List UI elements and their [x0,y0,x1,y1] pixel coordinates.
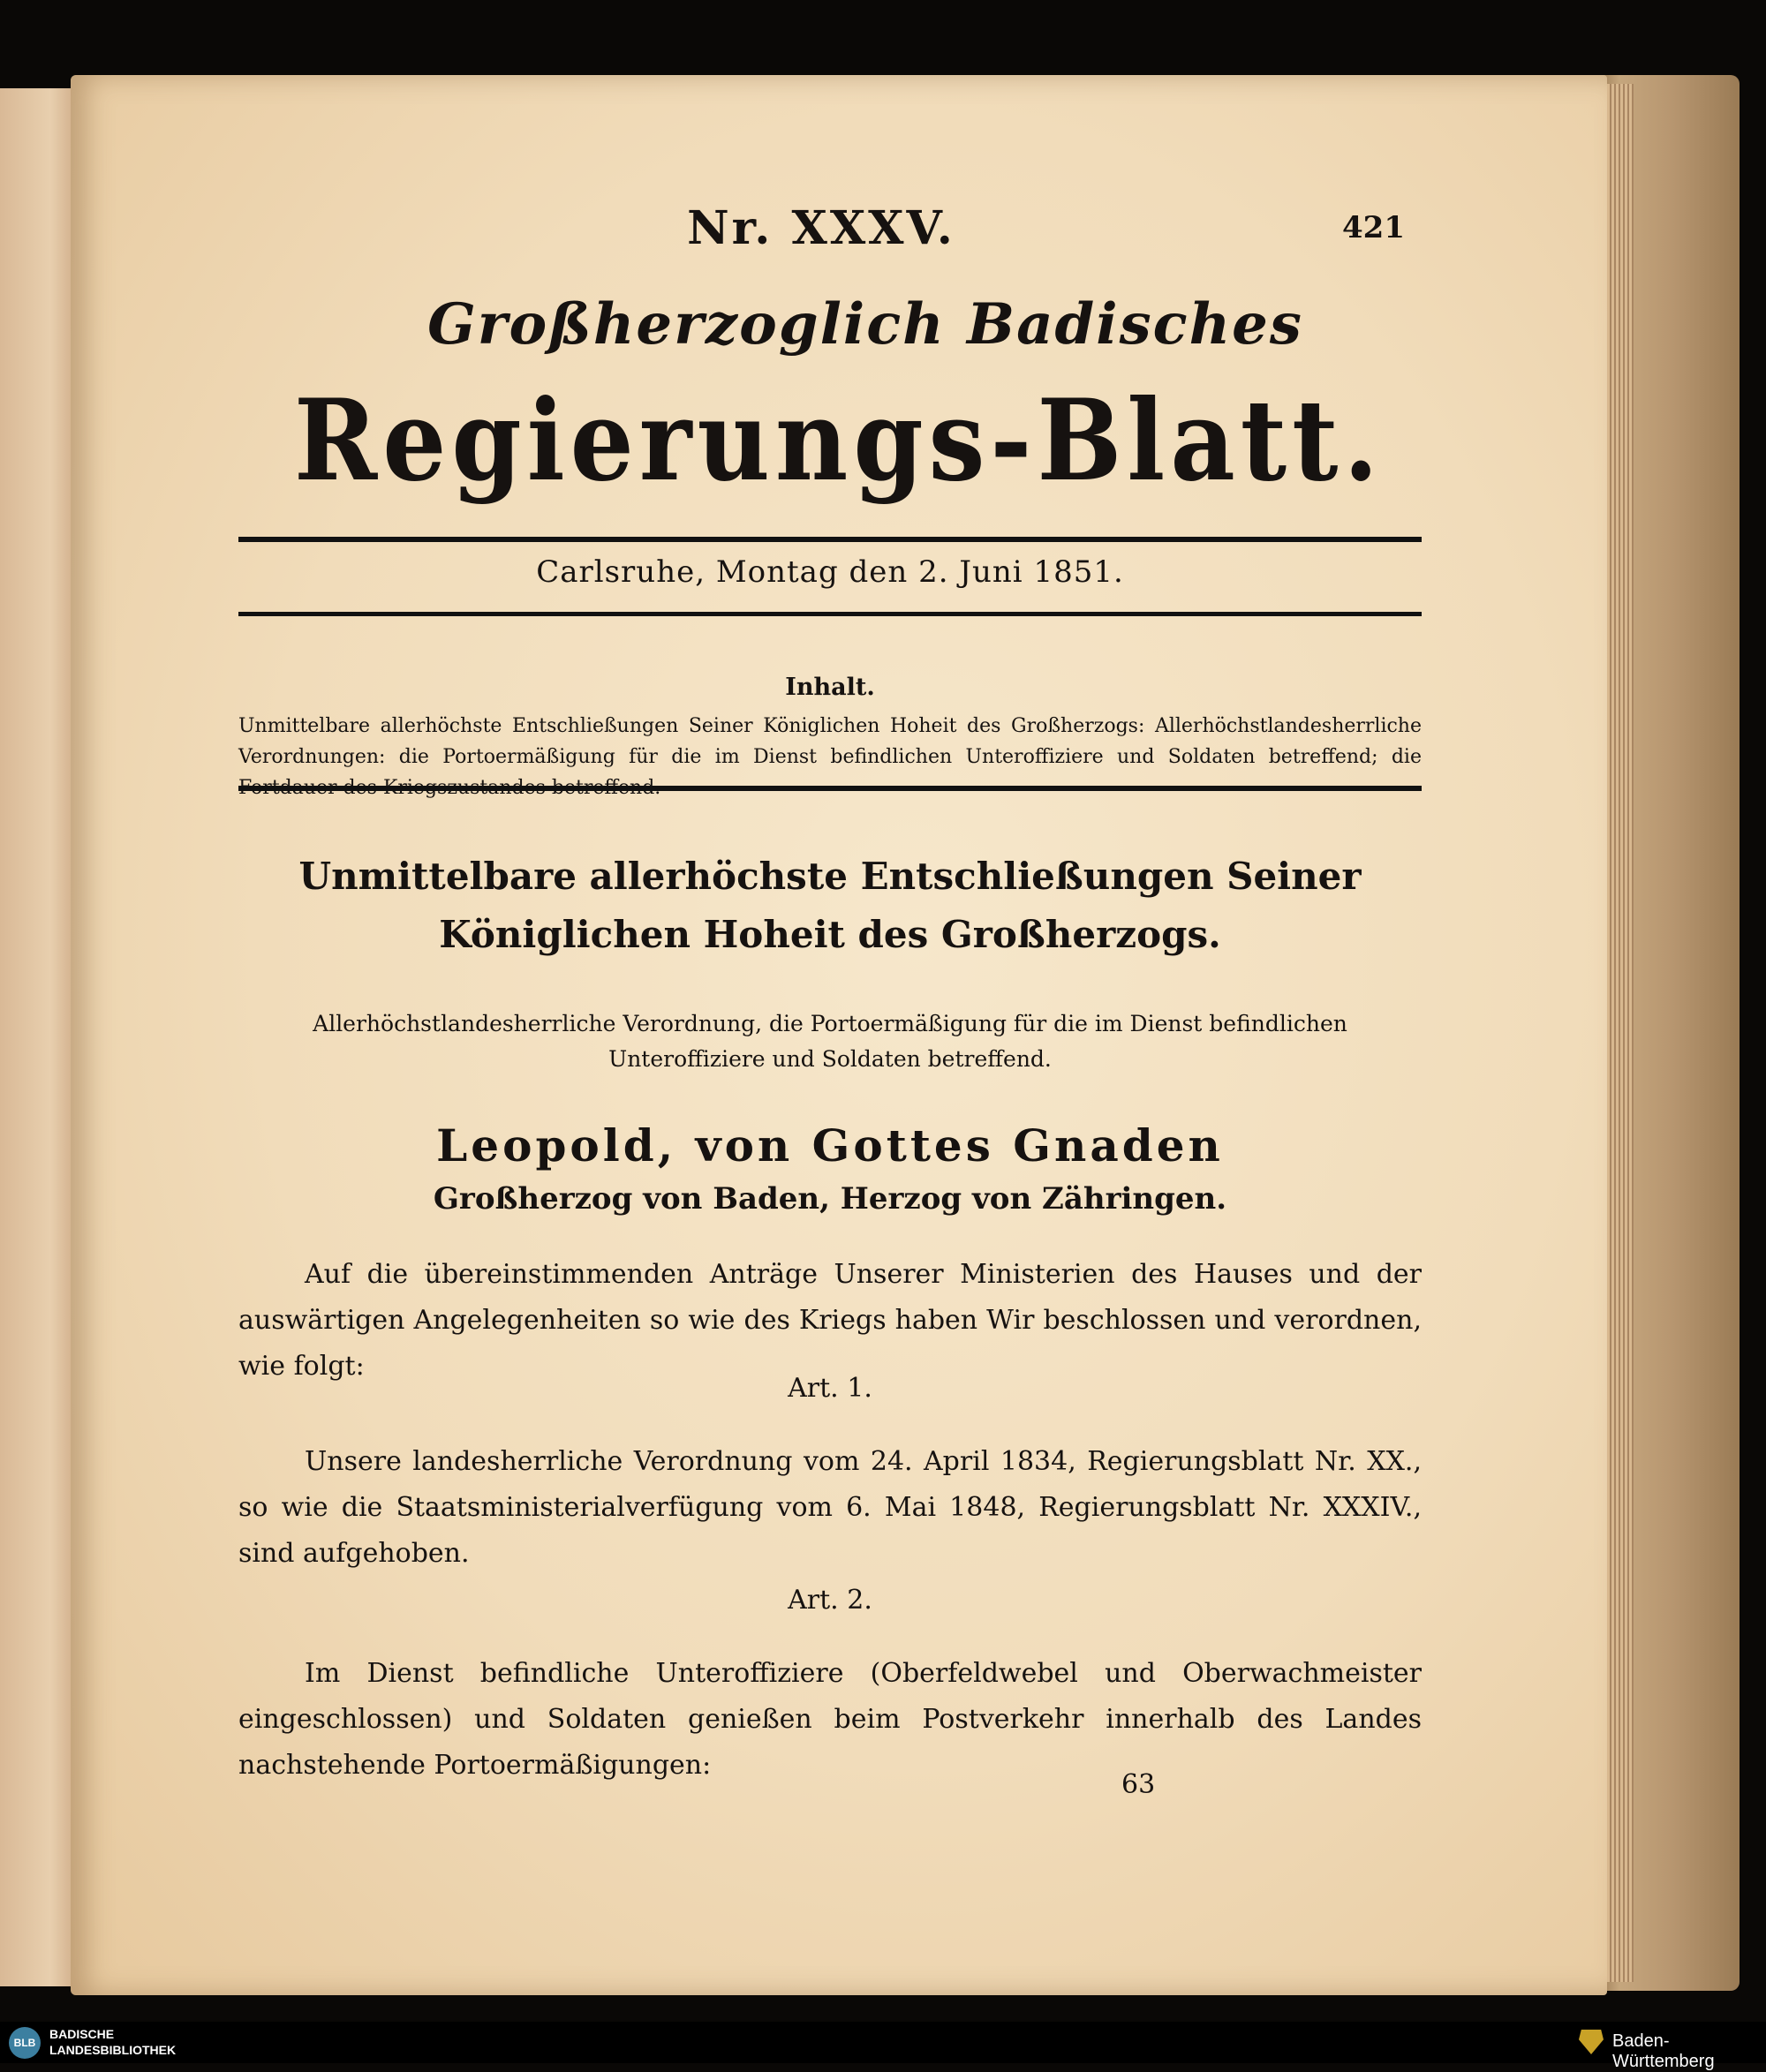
library-logo-icon[interactable]: BLB [9,2027,41,2059]
sovereign-name: Leopold, von Gottes Gnaden [436,1119,1224,1172]
masthead-title: Regierungs-Blatt. [294,375,1384,506]
dateline-rule [238,612,1422,616]
article-2-heading: Art. 2. [788,1585,872,1616]
article-1-text: Unsere landesherrliche Verordnung vom 24. April 1834, Regierungsblatt Nr. XX., so wie die Staatsministerialverfügung vom 6. Mai 1848, Regierungsblatt Nr. XXXIV., sind aufgehoben. [238,1446,1422,1569]
preamble-paragraph: Auf die übereinstimmenden Anträge Unserer Ministerien des Hauses und der auswärtigen Angelegenheiten so wie des Kriegs haben Wir beschlossen und verordnen, wie folgt: [238,1259,1422,1382]
page-number: 421 [1342,210,1405,245]
article-1-heading: Art. 1. [788,1373,872,1404]
contents-heading: Inhalt. [785,674,875,701]
contents-rule [238,786,1422,791]
sovereign-title: Großherzog von Baden, Herzog von Zähringen. [433,1181,1227,1217]
sheet-number: 63 [1121,1769,1156,1800]
footer-bar [0,2022,1766,2071]
masthead-rule [238,537,1422,542]
state-name: Baden-Württemberg [1612,2031,1715,2071]
library-name: BADISCHE LANDESBIBLIOTHEK [49,2027,177,2057]
section-title: Unmittelbare allerhöchste Entschließungen Seiner Königlichen Hoheit des Großherzogs. [298,855,1362,956]
state-emblem-icon [1579,2030,1604,2054]
masthead-kicker: Großherzoglich Badisches [427,291,1303,358]
issue-number: Nr. XXXV. [687,201,955,255]
dateline: Carlsruhe, Montag den 2. Juni 1851. [536,554,1124,590]
contents-text: Unmittelbare allerhöchste Entschließungen Seiner Königlichen Hoheit des Großherzogs: Allerhöchstlandesherrliche Verordnungen: die Portoermäßigung für die im Dienst befindlichen Unteroffiziere und Soldaten betreffend; die [238,715,1422,768]
ordinance-title: Allerhöchstlandesherrliche Verordnung, die Portoermäßigung für die im Dienst befindlichen Unteroffiziere und Soldaten betreffend. [313,1011,1347,1072]
article-2-text: Im Dienst befindliche Unteroffiziere (Oberfeldwebel und Oberwachmeister eingeschlossen) und Soldaten genießen beim Postverkehr innerhalb des Landes nachstehende Portoermäßigungen: [238,1658,1422,1781]
